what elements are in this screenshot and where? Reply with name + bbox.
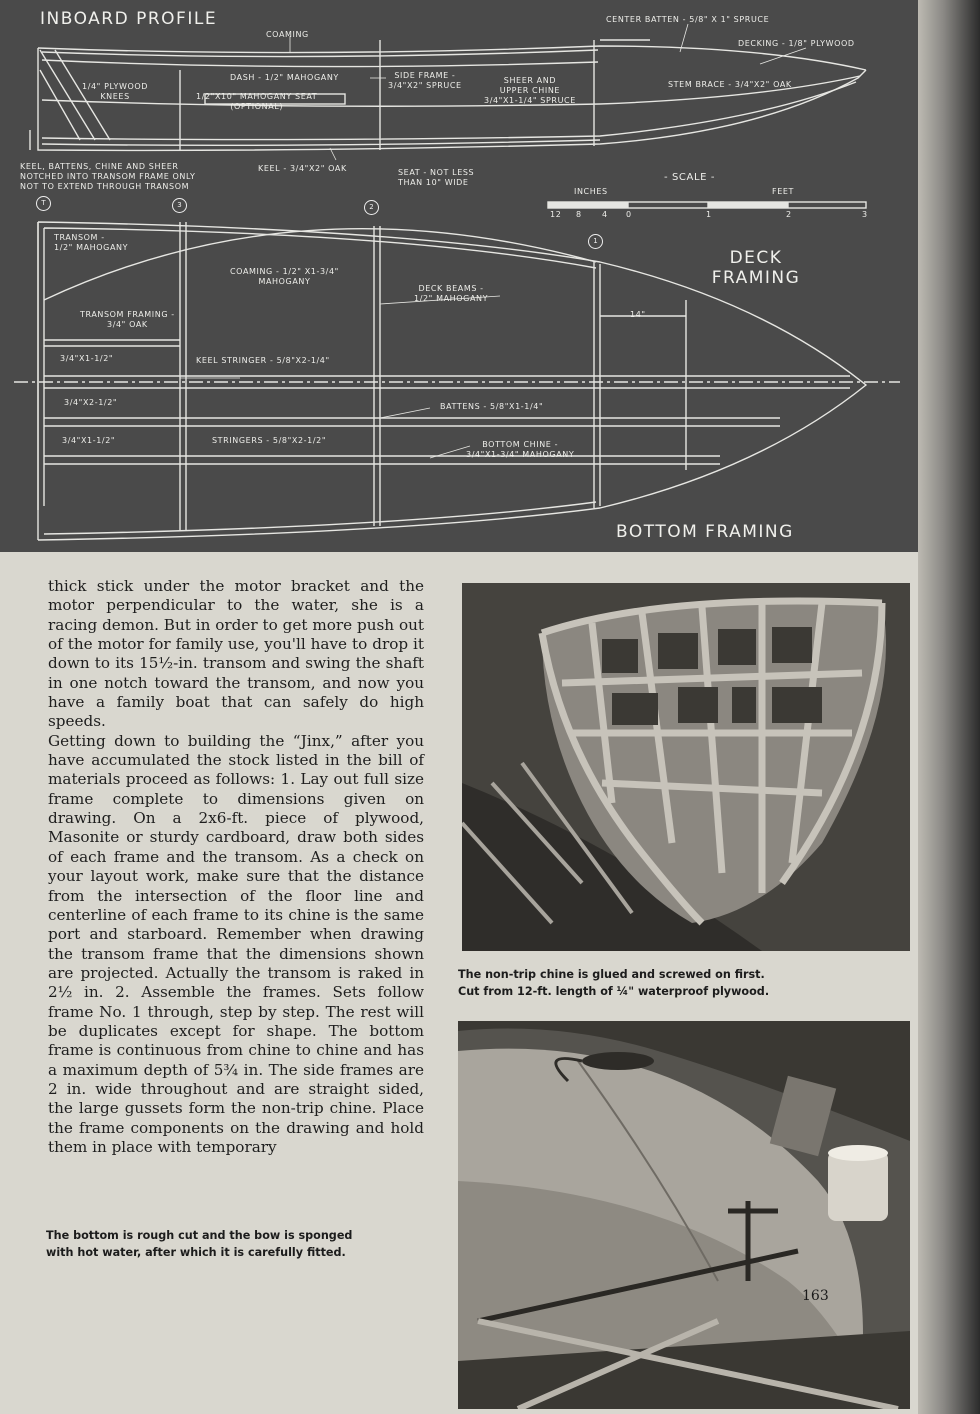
inboard-profile-title: INBOARD PROFILE — [40, 9, 218, 29]
scale-tick: 0 — [626, 210, 632, 219]
scale-inches-label: INCHES — [574, 187, 608, 196]
label-keel-note: KEEL, BATTENS, CHINE AND SHEER NOTCHED INTO TRANSOM FRAME ONLY NOT TO EXTEND THROUGH TRANSOM — [20, 162, 196, 191]
label-stem-brace: STEM BRACE - 3/4"X2" OAK — [668, 80, 792, 89]
deck-framing-title: DECK FRAMING — [711, 248, 801, 288]
frame-marker: T — [36, 196, 51, 211]
scale-tick: 2 — [786, 210, 792, 219]
label-size: 3/4"X1-1/2" — [60, 354, 114, 363]
label-sheer-chine: SHEER AND UPPER CHINE 3/4"X1-1/4" SPRUCE — [484, 76, 576, 105]
label-keel: KEEL - 3/4"X2" OAK — [258, 164, 347, 173]
scale-tick: 8 — [576, 210, 582, 219]
scale-tick: 12 — [550, 210, 562, 219]
scale-feet-label: FEET — [772, 187, 794, 196]
label-transom-framing: TRANSOM FRAMING - 3/4" OAK — [80, 310, 175, 329]
label-decking: DECKING - 1/8" PLYWOOD — [738, 39, 855, 48]
scale-tick: 3 — [862, 210, 868, 219]
label-seat: 1/2"X10" MAHOGANY SEAT (OPTIONAL) — [196, 92, 318, 111]
photo1-caption: The non-trip chine is glued and screwed on first. Cut from 12-ft. length of ¼" waterproof plywood. — [458, 968, 770, 998]
label-stringers: STRINGERS - 5/8"X2-1/2" — [212, 436, 327, 445]
page-edge — [918, 0, 980, 1414]
drill-tool — [582, 1052, 654, 1070]
boat-frame-image — [462, 583, 910, 951]
scale-title: - SCALE - — [664, 172, 716, 183]
frame-marker: 1 — [588, 234, 603, 249]
label-battens: BATTENS - 5/8"X1-1/4" — [440, 402, 544, 411]
label-size: 3/4"X1-1/2" — [62, 436, 116, 445]
boat-plans-drawing — [0, 0, 918, 552]
frame-marker: 3 — [172, 198, 187, 213]
bottom-caption: The bottom is rough cut and the bow is sponged with hot water, after which it is carefully fitted. — [46, 1229, 353, 1259]
label-coaming: COAMING — [266, 30, 309, 39]
photo-boat-bottom — [458, 1021, 910, 1409]
boat-bottom-image — [458, 1021, 910, 1409]
scale-tick: 4 — [602, 210, 608, 219]
label-size: 3/4"X2-1/2" — [64, 398, 118, 407]
scale-tick: 1 — [706, 210, 712, 219]
label-transom: TRANSOM - 1/2" MAHOGANY — [54, 233, 129, 252]
paint-can — [828, 1151, 888, 1221]
frame-marker: 2 — [364, 200, 379, 215]
profile-keel-line — [38, 48, 866, 150]
page-number: 163 — [802, 1288, 829, 1304]
label-seat-note: SEAT - NOT LESS THAN 10" WIDE — [398, 168, 475, 187]
label-keel-stringer: KEEL STRINGER - 5/8"X2-1/4" — [196, 356, 330, 365]
article-body: thick stick under the motor bracket and the motor perpendicular to the water, she is a racing demon. But in order to get more push out of the motor for family use, you'll have to drop it down to its 15½-in. transom and swing the shaft in one notch toward the transom, and now you have a family boat that can safely do high speeds. Getting down to building the “Jinx,” after you have accumulated the stock listed in the bill of materials proceed as follows: 1. Lay out full size frame complete to dimensions given on drawing. On a 2x6-ft. piece of plywood, Masonite or sturdy cardboard, draw both sides of each frame and the transom. As a check on your layout work, make sure that the distance from the intersection of the floor line and centerline of each frame to its chine is the same port and starboard. Remember when drawing the transom frame that the dimensions shown are projected. Actually the transom is raked in 2½ in. 2. Assemble the frames. Sets follow frame No. 1 through, step by step. The rest will be duplicates except for shape. The bottom frame is continuous from chine to chine and has a maximum depth of 5¾ in. The side frames are 2 in. wide throughout and are straight sided, the large gussets form the non-trip chine. Place the frame components on the drawing and hold them in place with temporary — [48, 577, 424, 1156]
bottom-framing-title: BOTTOM FRAMING — [616, 522, 794, 542]
label-coaming-mahogany: COAMING - 1/2" X1-3/4" MAHOGANY — [230, 267, 339, 286]
photo-boat-frame — [462, 583, 910, 951]
label-deck-beams: DECK BEAMS - 1/2" MAHOGANY — [414, 284, 489, 303]
label-bottom-chine: BOTTOM CHINE - 3/4"X1-3/4" MAHOGANY — [466, 440, 575, 459]
label-fourteen: 14" — [630, 310, 646, 319]
label-side-frame: SIDE FRAME - 3/4"X2" SPRUCE — [388, 71, 462, 90]
label-plywood-knees: 1/4" PLYWOOD KNEES — [82, 82, 149, 101]
label-dash: DASH - 1/2" MAHOGANY — [230, 73, 339, 82]
label-center-batten: CENTER BATTEN - 5/8" X 1" SPRUCE — [606, 15, 770, 24]
